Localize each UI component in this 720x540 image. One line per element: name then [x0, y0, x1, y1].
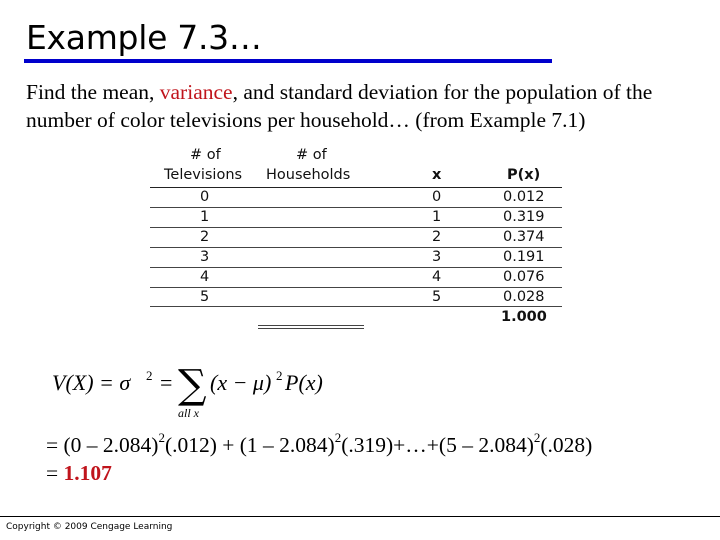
intro-pre: Find the mean, — [26, 80, 160, 104]
header-rule — [150, 187, 562, 188]
intro-post: , and standard deviation for the population of the number of color televisions per household… (from Example 7.1) — [26, 80, 653, 132]
computation-term-d: (.028) — [540, 433, 593, 458]
table-cell-px: 0.028 — [503, 289, 545, 305]
table-cell-tv: 3 — [200, 249, 210, 265]
computation-term-c: (.319)+…+(5 – 2.084) — [341, 433, 534, 458]
formula-lhs: V(X) = σ — [52, 370, 131, 395]
table-cell-tv: 0 — [200, 189, 210, 205]
table-cell-px: 0.076 — [503, 269, 545, 285]
total-rule-2 — [258, 328, 364, 329]
computation-line-2 — [46, 461, 112, 486]
row-rule — [150, 287, 562, 288]
formula-sigma-squared-exp: 2 — [146, 368, 153, 383]
total-rule-1 — [258, 325, 364, 326]
table-cell-px: 0.191 — [503, 249, 545, 265]
exponent: 2 — [533, 430, 541, 445]
table-cell-x: 1 — [432, 209, 442, 225]
header-px: P(x) — [507, 167, 541, 183]
table-cell-tv: 4 — [200, 269, 210, 285]
row-rule — [150, 247, 562, 248]
header-x: x — [432, 167, 442, 183]
table-cell-x: 3 — [432, 249, 442, 265]
table-cell-x: 0 — [432, 189, 442, 205]
formula-body-exp: 2 — [276, 368, 283, 383]
header-televisions-line1: # of — [190, 147, 221, 163]
variance-formula — [50, 360, 350, 422]
header-televisions-line2: Televisions — [164, 167, 243, 183]
computation-term-b: (.012) + (1 – 2.084) — [164, 433, 335, 458]
formula-equals: = — [160, 370, 173, 395]
row-rule — [150, 306, 562, 307]
header-households-line2: Households — [266, 167, 351, 183]
slide-title: Example 7.3… — [26, 18, 262, 57]
copyright-notice: Copyright © 2009 Cengage Learning — [6, 522, 173, 532]
footer-rule — [0, 516, 720, 517]
row-rule — [150, 207, 562, 208]
computation-result-prefix: = — [46, 461, 64, 485]
computation-line-1 — [46, 432, 592, 458]
table-cell-x: 4 — [432, 269, 442, 285]
formula-body: (x − μ) — [210, 370, 272, 395]
row-rule — [150, 267, 562, 268]
computation-term-a: = (0 – 2.084) — [46, 433, 159, 458]
table-cell-tv: 5 — [200, 289, 210, 305]
table-cell-tv: 2 — [200, 229, 210, 245]
table-cell-x: 5 — [432, 289, 442, 305]
formula-sum-subscript: all x — [178, 406, 199, 420]
intro-text — [26, 78, 716, 134]
table-cell-px: 0.374 — [503, 229, 545, 245]
intro-highlight-variance: variance — [159, 80, 233, 104]
summation-sigma-icon: ∑ — [178, 362, 207, 408]
table-cell-px: 0.319 — [503, 209, 545, 225]
table-cell-px: 0.012 — [503, 189, 545, 205]
title-underline — [24, 59, 552, 63]
table-cell-tv: 1 — [200, 209, 210, 225]
formula-px: P(x) — [285, 370, 323, 395]
row-rule — [150, 227, 562, 228]
header-households-line1: # of — [296, 147, 327, 163]
table-cell-x: 2 — [432, 229, 442, 245]
variance-result: 1.107 — [63, 461, 112, 485]
total-px: 1.000 — [501, 309, 547, 325]
exponent: 2 — [334, 430, 342, 445]
exponent: 2 — [158, 430, 165, 445]
